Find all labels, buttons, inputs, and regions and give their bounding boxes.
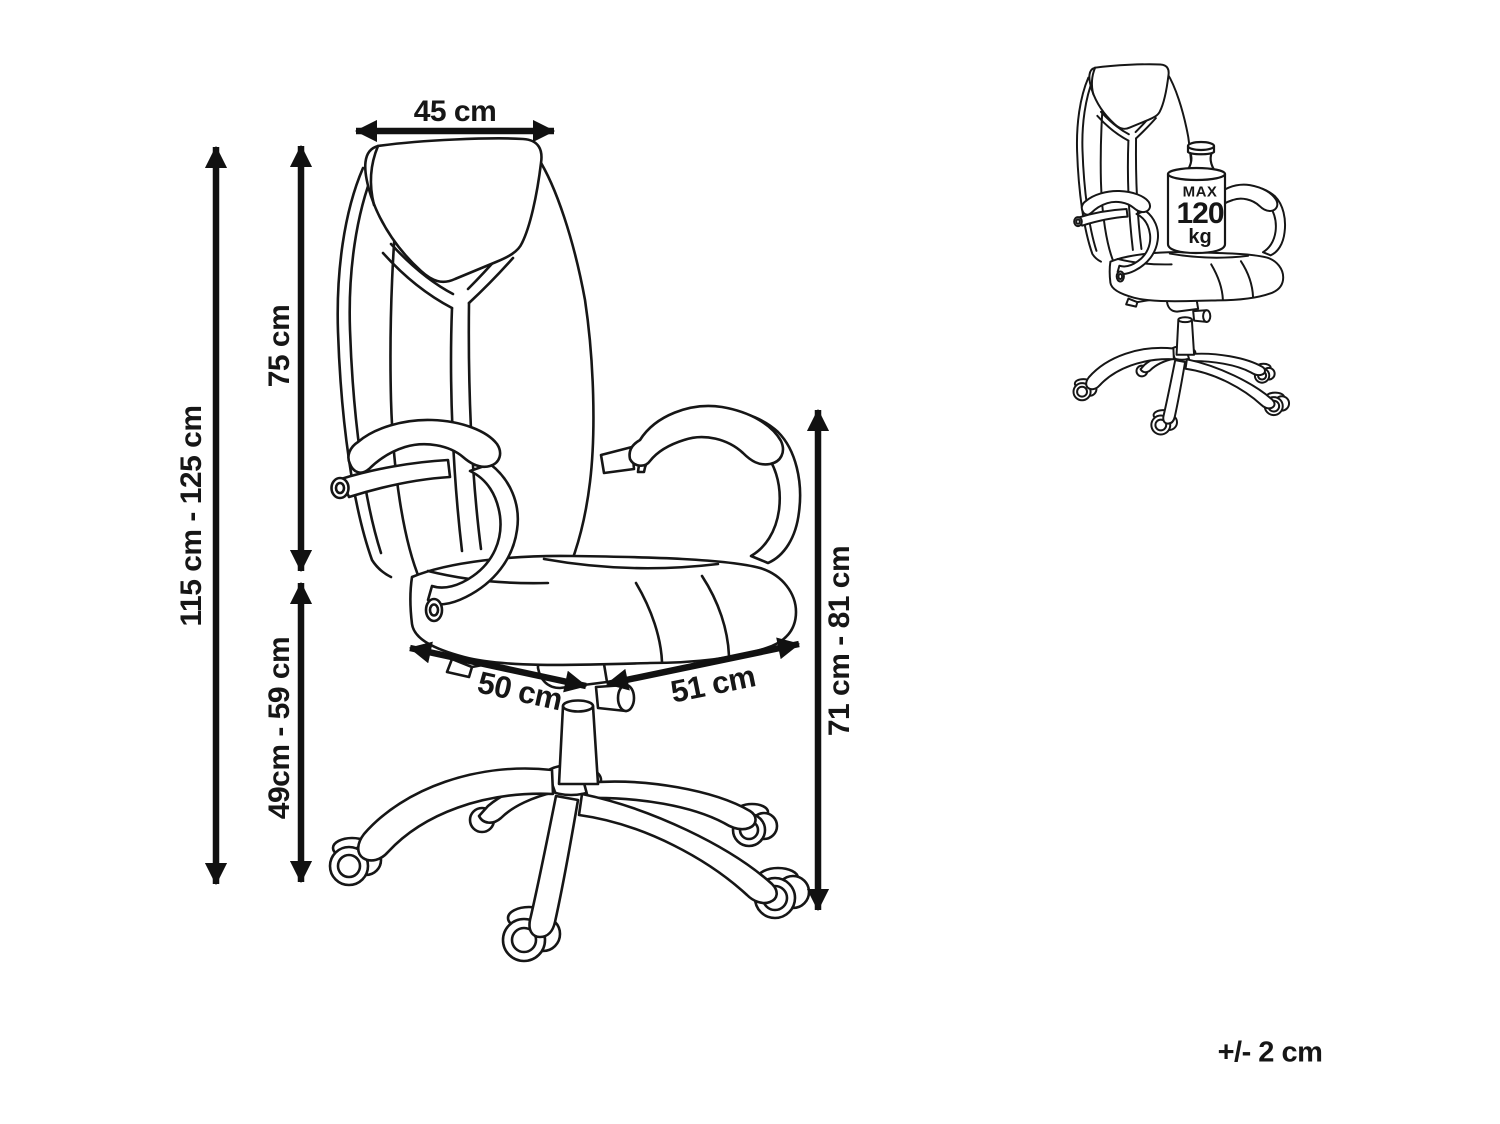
dimension-label-seat-width: 51 cm [667,658,759,710]
dimension-label-seat-height: 49cm - 59 cm [263,636,296,820]
dimension-label-seat-depth: 50 cm [474,664,566,718]
dimension-label-armrest-height: 71 cm - 81 cm [823,545,856,737]
max-load-prefix: MAX [1182,183,1218,201]
dimension-label-headrest-width: 45 cm [413,95,497,128]
max-load-unit: kg [1188,226,1212,248]
max-load-value: 120 [1176,197,1224,230]
tolerance-note: +/- 2 cm [1217,1036,1323,1069]
main-chair-illustration [330,138,809,961]
dimension-label-total-height: 115 cm - 125 cm [175,405,208,627]
dimension-label-backrest-height: 75 cm [263,304,296,388]
